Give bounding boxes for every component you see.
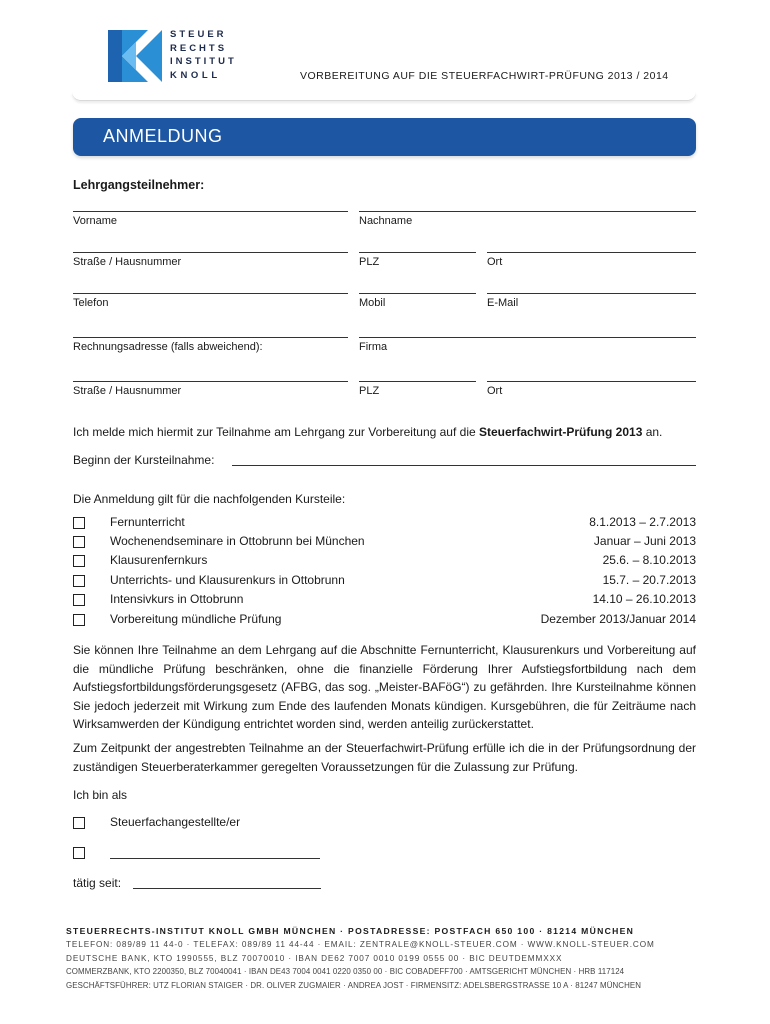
course-start-input[interactable]	[232, 451, 696, 466]
employed-since-input[interactable]	[133, 874, 321, 889]
status-other-checkbox[interactable]	[73, 847, 85, 859]
course-row	[73, 592, 696, 610]
registration-text-after: an.	[642, 425, 663, 439]
course-date: 8.1.2013 – 2.7.2013	[589, 515, 696, 529]
course-checkbox[interactable]	[73, 575, 85, 587]
plz-field[interactable]	[359, 252, 476, 268]
plz-label: PLZ	[359, 256, 380, 268]
logo-line: KNOLL	[170, 69, 221, 81]
course-name: Intensivkurs in Ottobrunn	[110, 592, 244, 606]
logo-line: RECHTS	[170, 42, 228, 54]
status-option-row	[73, 815, 696, 833]
course-date: 25.6. – 8.10.2013	[602, 553, 696, 567]
course-name: Fernunterricht	[110, 515, 185, 529]
courses-intro: Die Anmeldung gilt für die nachfolgenden Kursteile:	[73, 492, 346, 506]
info-paragraph-1: Sie können Ihre Teilnahme an dem Lehrgang auf die Abschnitte Fernunterricht, Klausurenkurs und Vorbereitung auf die mündliche Prüfung beschränken, ohne die finanzielle Förderung Ihrer Aufstiegsfortbildung nach dem Aufstiegsfortbildungsförderungsgesetz (AFBG, das sog. „Meister-BAFöG“) zu gefährden. Ihre Kursteilnahme können Sie jedoch jederzeit mit Wirkung zum Ende des laufenden Monats kündigen. Kursgebühren, die für Zeiträume nach Wirksamwerden der Kündigung entrichtet worden sind, werden anteilig zurückerstattet.	[73, 643, 696, 732]
billing-plz-label: PLZ	[359, 385, 380, 397]
employed-since-label: tätig seit:	[73, 876, 122, 890]
banner-title: ANMELDUNG	[103, 126, 223, 146]
billing-ort-label: Ort	[487, 385, 503, 397]
footer	[66, 924, 696, 992]
ort-label: Ort	[487, 256, 503, 268]
footer-contact-line: TELEFON: 089/89 11 44-0 · TELEFAX: 089/89 11 44-44 · EMAIL: ZENTRALE@KNOLL-STEUER.COM · WWW.KNOLL-STEUER.COM	[66, 940, 655, 949]
course-date: 15.7. – 20.7.2013	[602, 573, 696, 587]
course-checkbox[interactable]	[73, 594, 85, 606]
course-start-label: Beginn der Kursteilnahme:	[73, 453, 215, 467]
course-row	[73, 515, 696, 533]
mobil-field[interactable]	[359, 293, 476, 309]
course-checkbox[interactable]	[73, 517, 85, 529]
registration-text-bold: Steuerfachwirt-Prüfung 2013	[479, 425, 643, 439]
logo-wordmark	[170, 28, 237, 82]
vorname-field[interactable]	[73, 211, 348, 227]
registration-banner	[73, 118, 696, 156]
telefon-label: Telefon	[73, 297, 109, 309]
status-option-label: Steuerfachangestellte/er	[110, 815, 241, 829]
footer-bank-line: DEUTSCHE BANK, KTO 1990555, BLZ 70070010 · IBAN DE62 7007 0010 0199 0555 00 · BIC DEUTDEMMXXX	[66, 953, 563, 963]
course-row	[73, 534, 696, 552]
nachname-label: Nachname	[359, 215, 413, 227]
course-row	[73, 573, 696, 591]
knoll-logo-icon	[108, 30, 162, 82]
status-option-row	[73, 845, 696, 863]
mobil-label: Mobil	[359, 297, 386, 309]
course-name: Klausurenfernkurs	[110, 553, 208, 567]
info-paragraph-2: Zum Zeitpunkt der angestrebten Teilnahme an der Steuerfachwirt-Prüfung erfülle ich die in der Prüfungsordnung der zuständigen Steuerberaterkammer geregelten Voraussetzungen für die Zulassung zur Prüfung.	[73, 741, 696, 774]
telefon-field[interactable]	[73, 293, 348, 309]
billing-street-label: Straße / Hausnummer	[73, 385, 182, 397]
email-field[interactable]	[487, 293, 696, 309]
vorname-label: Vorname	[73, 215, 118, 227]
header-divider	[72, 92, 696, 101]
registration-statement	[73, 423, 696, 442]
status-other-input[interactable]	[110, 845, 320, 859]
billing-address-field[interactable]	[73, 337, 348, 353]
billing-address-label: Rechnungsadresse (falls abweichend):	[73, 341, 263, 353]
firma-field[interactable]	[359, 337, 696, 353]
logo-line: STEUER	[170, 29, 227, 40]
course-name: Wochenendseminare in Ottobrunn bei München	[110, 534, 365, 548]
email-label: E-Mail	[487, 297, 519, 309]
registration-text-before: Ich melde mich hiermit zur Teilnahme am Lehrgang zur Vorbereitung auf die	[73, 425, 479, 439]
street-field[interactable]	[73, 252, 348, 268]
course-checkbox[interactable]	[73, 536, 85, 548]
logo-line: INSTITUT	[170, 56, 237, 67]
billing-plz-field[interactable]	[359, 381, 476, 397]
billing-ort-field[interactable]	[487, 381, 696, 397]
document-title: VORBEREITUNG AUF DIE STEUERFACHWIRT-PRÜFUNG 2013 / 2014	[300, 70, 669, 82]
status-checkbox[interactable]	[73, 817, 85, 829]
course-row	[73, 612, 696, 630]
ort-field[interactable]	[487, 252, 696, 268]
footer-company-line: STEUERRECHTS-INSTITUT KNOLL GMBH MÜNCHEN · POSTADRESSE: POSTFACH 650 100 · 81214 MÜNCHEN	[66, 926, 635, 936]
status-intro: Ich bin als	[73, 788, 128, 802]
course-name: Unterrichts- und Klausurenkurs in Ottobrunn	[110, 573, 345, 587]
course-row	[73, 553, 696, 571]
course-date: Januar – Juni 2013	[593, 534, 696, 548]
footer-management-line: GESCHÄFTSFÜHRER: UTZ FLORIAN STAIGER · DR. OLIVER ZUGMAIER · ANDREA JOST · FIRMENSITZ: ADELSBERGSTRASSE 10 A · 81247 MÜNCHEN	[66, 980, 642, 990]
footer-bank-line-2: COMMERZBANK, KTO 2200350, BLZ 70040041 · IBAN DE43 7004 0041 0220 0350 00 · BIC COBADEFF700 · AMTSGERICHT MÜNCHEN · HRB 117124	[66, 967, 625, 977]
billing-street-field[interactable]	[73, 381, 348, 397]
street-label: Straße / Hausnummer	[73, 256, 182, 268]
course-date: 14.10 – 26.10.2013	[592, 592, 696, 606]
firma-label: Firma	[359, 341, 388, 353]
participant-section-title: Lehrgangsteilnehmer:	[73, 178, 205, 192]
course-checkbox[interactable]	[73, 614, 85, 626]
nachname-field[interactable]	[359, 211, 696, 227]
course-date: Dezember 2013/Januar 2014	[540, 612, 696, 626]
course-name: Vorbereitung mündliche Prüfung	[110, 612, 282, 626]
course-checkbox[interactable]	[73, 555, 85, 567]
